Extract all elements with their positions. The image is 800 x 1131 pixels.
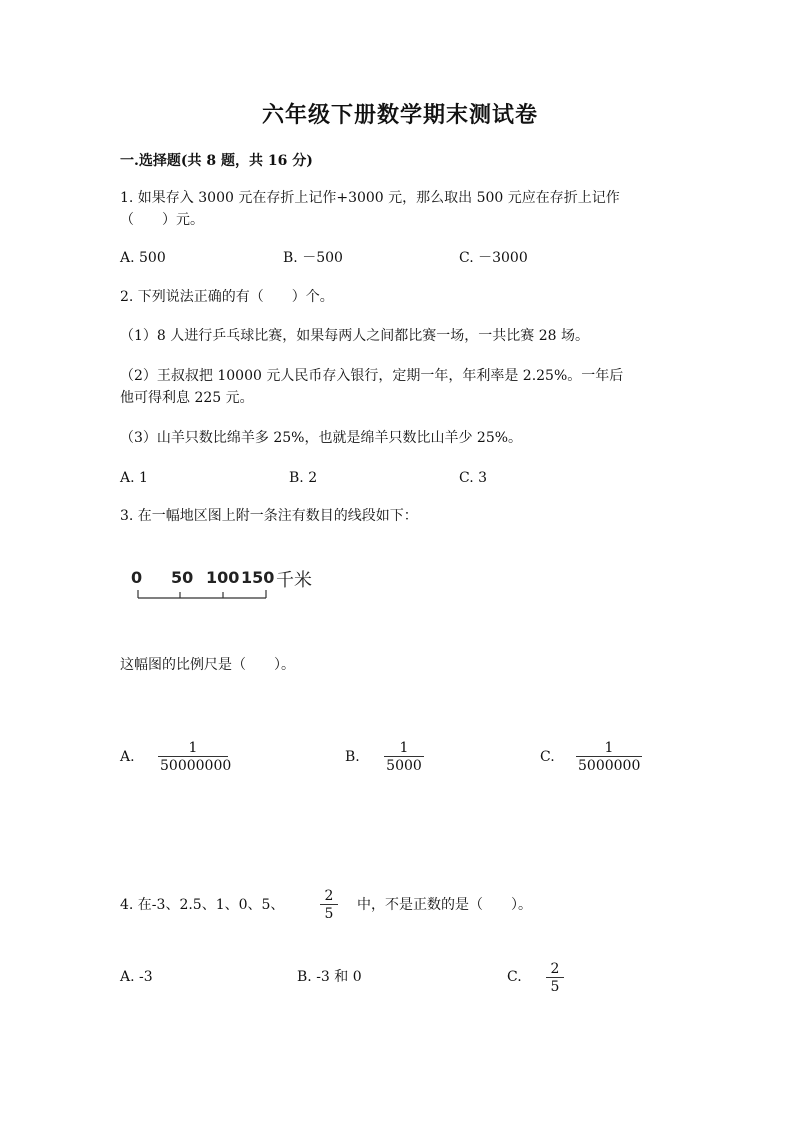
scale-label-100: 100 [206,568,240,587]
scale-line [128,586,278,602]
fraction-numerator: 1 [188,740,198,756]
scale-label-0: 0 [131,568,143,587]
question-1-option-c: C. －3000 [459,250,528,266]
question-2-statement-2-line2: 他可得利息 225 元。 [120,390,254,406]
question-2-option-c: C. 3 [459,470,488,486]
fraction-denominator: 5000000 [578,758,641,774]
page-title: 六年级下册数学期末测试卷 [261,102,538,128]
question-3-option-a-label: A. [120,749,135,765]
question-3-stem: 3. 在一幅地区图上附一条注有数目的线段如下： [120,508,418,524]
section-heading: 一.选择题(共 8 题，共 16 分) [120,153,313,169]
question-2-statement-2-line1: （2）王叔叔把 10000 元人民币存入银行，定期一年，年利率是 2.25%。一年后 [120,368,624,384]
question-1-option-a: A. 500 [120,250,166,266]
question-3-option-b-fraction [384,740,424,774]
question-4-option-c-fraction [546,961,564,995]
question-3-option-c-label: C. [540,749,555,765]
question-2-stem: 2. 下列说法正确的有（ ）个。 [120,289,334,305]
question-1-option-b: B. －500 [283,250,343,266]
fraction-denominator: 5 [320,904,338,922]
question-2-option-b: B. 2 [289,470,318,486]
question-2-statement-1: （1）8 人进行乒乓球比赛，如果每两人之间都比赛一场，一共比赛 28 场。 [120,328,589,344]
question-4-option-c-label: C. [507,969,522,985]
question-4-stem-fraction [320,888,338,922]
scale-unit: 千米 [276,570,312,591]
question-1-stem-line2: （ ）元。 [120,212,204,228]
question-4-option-a: A. -3 [120,969,153,985]
question-4-stem-before: 4. 在-3、2.5、1、0、5、 [120,897,285,913]
fraction-numerator: 2 [550,961,560,977]
question-1-stem-line1: 1. 如果存入 3000 元在存折上记作+3000 元，那么取出 500 元应在存折上记作 [120,190,620,206]
scale-label-150: 150 [241,568,275,587]
fraction-numerator: 2 [324,888,334,904]
fraction-denominator: 50000000 [160,758,232,774]
fraction-denominator: 5000 [384,756,424,774]
scale-bar [128,566,328,606]
fraction-numerator: 1 [604,740,614,756]
question-4-stem-after: 中，不是正数的是（ ）。 [357,897,532,913]
question-2-statement-3: （3）山羊只数比绵羊多 25%，也就是绵羊只数比山羊少 25%。 [120,430,523,446]
question-3-option-c-fraction [576,740,642,774]
question-3-option-a-fraction [158,740,232,774]
question-2-option-a: A. 1 [120,470,148,486]
question-3-option-b-label: B. [345,749,360,765]
fraction-numerator: 1 [399,740,409,756]
scale-label-50: 50 [171,568,194,587]
question-4-option-b: B. -3 和 0 [297,969,362,985]
fraction-denominator: 5 [546,977,564,995]
question-3-question: 这幅图的比例尺是（ ）。 [120,657,295,673]
